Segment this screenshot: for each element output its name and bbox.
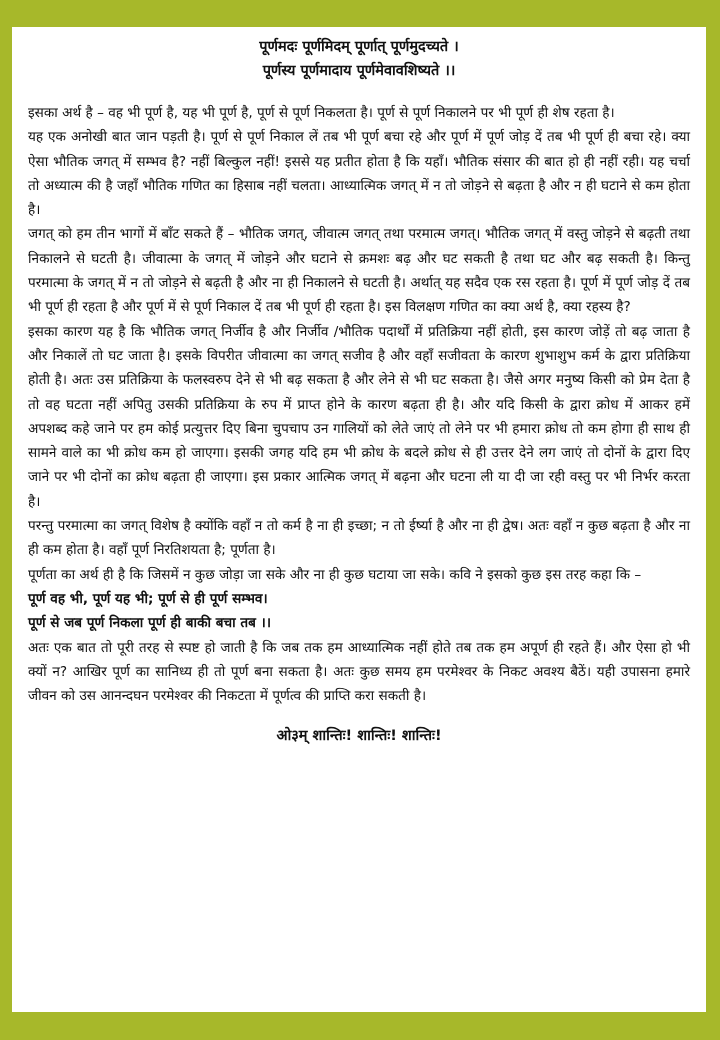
paragraph: इसका अर्थ है – वह भी पूर्ण है, यह भी पूर्ण है, पूर्ण से पूर्ण निकलता है। पूर्ण से पूर्ण निकालने पर भी पूर्ण ही शेष रहता है।	[28, 105, 615, 121]
document-page	[12, 27, 706, 1012]
paragraph: परन्तु परमात्मा का जगत् विशेष है क्योंकि वहाँ न तो कर्म है ना ही इच्छा; न तो ईर्ष्या है और ना ही द्वेष। अतः वहाँ न कुछ बढ़ता है और ना ही कम होता है। वहाँ पूर्ण निरतिशयता है; पूर्णता है।	[28, 518, 690, 559]
title-block	[28, 35, 690, 83]
paragraph: जगत् को हम तीन भागों में बाँट सकते हैं – भौतिक जगत्, जीवात्म जगत् तथा परमात्म जगत्। भौतिक जगत् में वस्तु जोड़ने से बढ़ती तथा निकालने से घटती है। जीवात्मा के जगत् में जोड़ने और घटाने से क्रमशः बढ़ और घट सकती है तथा घट और बढ़ सकती है। किन्तु परमात्मा के जगत् में न तो जोड़ने से बढ़ती है और ना ही निकालने से घटती है। अर्थात् यह सदैव एक रस रहता है। पूर्ण में पूर्ण जोड़ दें तब भी पूर्ण ही रहता है और पूर्ण में से पूर्ण निकाल दें तब भी पूर्ण ही रहता है। इस विलक्षण गणित का क्या अर्थ है, क्या रहस्य है?	[28, 226, 690, 316]
final-paragraph: अतः एक बात तो पूरी तरह से स्पष्ट हो जाती है कि जब तक हम आध्यात्मिक नहीं होते तब तक हम अपूर्ण ही रहते हैं। और ऐसा हो भी क्यों न? आखिर पूर्ण का सानिध्य ही तो पूर्ण बना सकता है। अतः कुछ समय हम परमेश्वर के निकट अवश्य बैठें। यही उपासना हमारे जीवन को उस आनन्दघन परमेश्वर की निकटता में पूर्णत्व की प्राप्ति करा सकती है।	[28, 639, 690, 705]
title-line-1: पूर्णमदः पूर्णमिदम् पूर्णात् पूर्णमुदच्यते ।	[259, 39, 459, 55]
verse-line-2: पूर्ण से जब पूर्ण निकला पूर्ण ही बाकी बचा तब ।।	[28, 615, 271, 632]
title-line-2: पूर्णस्य पूर्णमादाय पूर्णमेवावशिष्यते ।।	[262, 63, 456, 79]
closing-chant: ओ३म् शान्तिः! शान्तिः! शान्तिः!	[276, 728, 442, 745]
verse-line-1: पूर्ण वह भी, पूर्ण यह भी; पूर्ण से ही पूर्ण सम्भव।	[28, 590, 268, 607]
body-text	[28, 101, 690, 708]
paragraph: इसका कारण यह है कि भौतिक जगत् निर्जीव है और निर्जीव /भौतिक पदार्थों में प्रतिक्रिया नहीं होती, इस कारण जोड़ें तो बढ़ जाता है और निकालें तो घट जाता है। इसके विपरीत जीवात्मा का जगत् सजीव है और वहाँ सजीवता के कारण शुभाशुभ कर्म के द्वारा प्रतिक्रिया होती है। अतः उस प्रतिक्रिया के फलस्वरुप देने से भी बढ़ सकता है और लेने से भी घट सकता है। जैसे अगर मनुष्य किसी को प्रेम देता है तो वह घटता नहीं अपितु उसकी प्रतिक्रिया के रुप में प्राप्त होने के कारण बढ़ता ही है। और यदि किसी के द्वारा क्रोध में आकर हमें अपशब्द कहे जाने पर हम कोई प्रत्युत्तर दिए बिना चुपचाप उन गालियों को लेते जाएं तो लेने पर भी हमारा क्रोध तो कम होगा ही साथ ही सामने वाले का भी क्रोध कम हो जाएगा। इसकी जगह यदि हम भी क्रोध के बदले क्रोध से ही उत्तर देने लग जाएं तो दोनों के द्वारा दिए जाने पर भी दोनों का क्रोध बढ़ता ही जाएगा। इस प्रकार आत्मिक जगत् में बढ़ना और घटना ली या दी जा रही वस्तु पर भी निर्भर करता है।	[28, 323, 690, 510]
paragraph: पूर्णता का अर्थ ही है कि जिसमें न कुछ जोड़ा जा सके और ना ही कुछ घटाया जा सके। कवि ने इसको कुछ इस तरह कहा कि –	[28, 566, 642, 583]
paragraph: यह एक अनोखी बात जान पड़ती है। पूर्ण से पूर्ण निकाल लें तब भी पूर्ण बचा रहे और पूर्ण में पूर्ण जोड़ दें तब भी पूर्ण ही बचा रहे। क्या ऐसा भौतिक जगत् में सम्भव है? नहीं बिल्कुल नहीं! इससे यह प्रतीत होता है कि यहाँ। भौतिक संसार की बात हो ही नहीं रही। यह चर्चा तो अध्यात्म की है जहाँ भौतिक गणित का हिसाब नहीं चलता। आध्यात्मिक जगत् में न तो जोड़ने से बढ़ता है और न ही घटाने से कम होता है।	[28, 129, 690, 219]
